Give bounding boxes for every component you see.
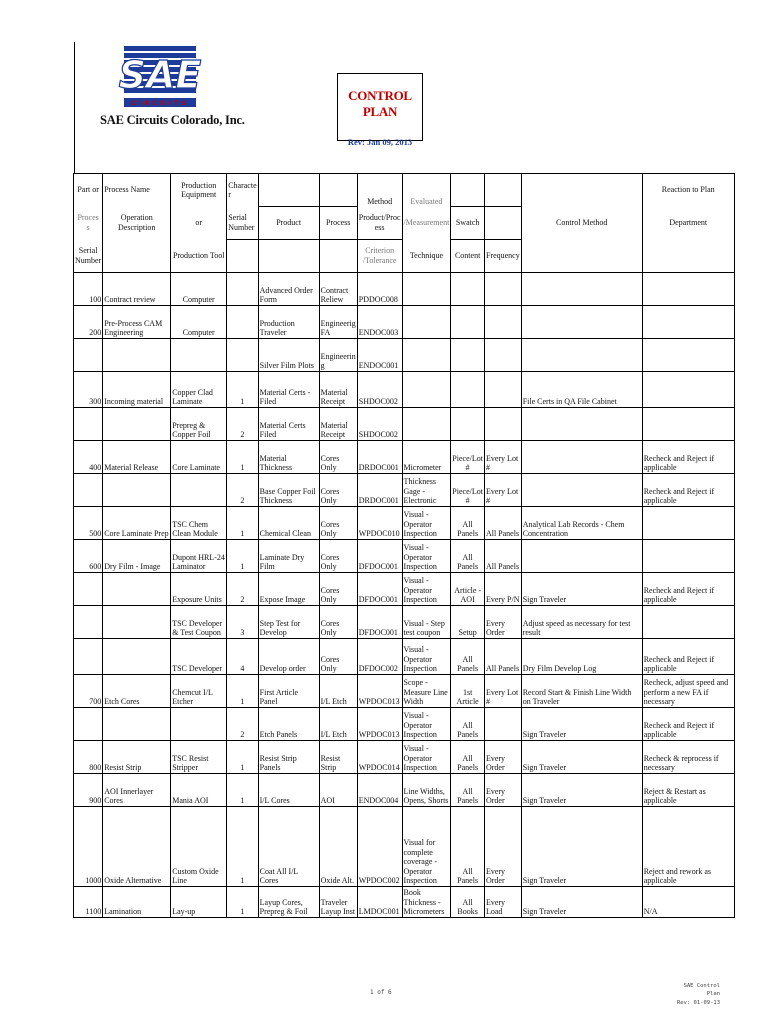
technique-cell: Thickness Gage - Electronic bbox=[402, 474, 451, 507]
criterion-cell: DFDOC001 bbox=[357, 606, 402, 639]
production-tool-cell: Core Laminate bbox=[171, 441, 227, 474]
criterion-cell: LMDOC001 bbox=[357, 887, 402, 918]
swatch-content-cell: All Panels bbox=[451, 708, 485, 741]
production-tool-cell: Custom Oxide Line bbox=[171, 807, 227, 887]
process-cell: Cores Only bbox=[319, 639, 357, 675]
process-name-cell: AOI Innerlayer Cores bbox=[103, 774, 171, 807]
control-method-cell bbox=[521, 273, 642, 306]
control-method-cell: Sign Traveler bbox=[521, 887, 642, 918]
frequency-cell: Every P/N bbox=[484, 573, 521, 606]
swatch-content-cell bbox=[451, 273, 485, 306]
header-cell: or bbox=[171, 207, 227, 240]
serial-number-cell bbox=[74, 573, 103, 606]
header-cell: Process bbox=[319, 207, 357, 240]
process-cell: Cores Only bbox=[319, 573, 357, 606]
reaction-plan-cell: Recheck and Reject if applicable bbox=[642, 474, 734, 507]
reaction-plan-cell: Reject & Restart as applicable bbox=[642, 774, 734, 807]
characteristic-number-cell bbox=[227, 339, 258, 372]
header-cell: Production Tool bbox=[171, 240, 227, 273]
process-name-cell: Pre-Process CAM Engineering bbox=[103, 306, 171, 339]
reaction-plan-cell bbox=[642, 507, 734, 540]
control-method-cell: Dry Film Develop Log bbox=[521, 639, 642, 675]
production-tool-cell: TSC Chem Clean Module bbox=[171, 507, 227, 540]
frequency-cell: Every Order bbox=[484, 774, 521, 807]
frequency-cell bbox=[484, 339, 521, 372]
reaction-plan-cell: N/A bbox=[642, 887, 734, 918]
header-cell: Product bbox=[258, 207, 319, 240]
control-method-cell bbox=[521, 474, 642, 507]
serial-number-cell bbox=[74, 339, 103, 372]
criterion-cell: WPDOC014 bbox=[357, 741, 402, 774]
characteristic-number-cell: 1 bbox=[227, 774, 258, 807]
reaction-plan-cell bbox=[642, 273, 734, 306]
product-cell: Resist Strip Panels bbox=[258, 741, 319, 774]
criterion-cell: PDDOC008 bbox=[357, 273, 402, 306]
frequency-cell bbox=[484, 372, 521, 408]
process-name-cell: Material Release bbox=[103, 441, 171, 474]
criterion-cell: SHDOC002 bbox=[357, 408, 402, 441]
serial-number-cell bbox=[74, 408, 103, 441]
serial-number-cell: 900 bbox=[74, 774, 103, 807]
header-cell: Production Equipment bbox=[171, 174, 227, 207]
table-row bbox=[74, 573, 735, 606]
criterion-cell: ENDOC003 bbox=[357, 306, 402, 339]
characteristic-number-cell: 4 bbox=[227, 639, 258, 675]
characteristic-number-cell: 1 bbox=[227, 675, 258, 708]
product-cell: Etch Panels bbox=[258, 708, 319, 741]
table-row bbox=[74, 441, 735, 474]
process-cell: Material Receipt bbox=[319, 408, 357, 441]
swatch-content-cell bbox=[451, 408, 485, 441]
left-margin-rule bbox=[74, 42, 75, 173]
characteristic-number-cell: 2 bbox=[227, 708, 258, 741]
table-row bbox=[74, 540, 735, 573]
criterion-cell: SHDOC002 bbox=[357, 372, 402, 408]
reaction-plan-cell: Recheck and Reject if applicable bbox=[642, 441, 734, 474]
header-cell: Product/Proc ess bbox=[357, 207, 402, 240]
serial-number-cell: 400 bbox=[74, 441, 103, 474]
process-name-cell: Lamination bbox=[103, 887, 171, 918]
header-cell: Control Method bbox=[521, 207, 642, 240]
process-cell: Cores Only bbox=[319, 474, 357, 507]
control-method-cell: Sign Traveler bbox=[521, 741, 642, 774]
criterion-cell: ENDOC004 bbox=[357, 774, 402, 807]
header-cell: Proces s bbox=[74, 207, 103, 240]
header-cell: Method bbox=[357, 174, 402, 207]
serial-number-cell bbox=[74, 474, 103, 507]
page-number: 1 of 6 bbox=[370, 989, 392, 996]
serial-number-cell: 1000 bbox=[74, 807, 103, 887]
technique-cell: Line Widths, Opens, Shorts bbox=[402, 774, 451, 807]
control-method-cell bbox=[521, 540, 642, 573]
process-name-cell bbox=[103, 474, 171, 507]
header-cell: Reaction to Plan bbox=[642, 174, 734, 207]
production-tool-cell bbox=[171, 708, 227, 741]
technique-cell bbox=[402, 408, 451, 441]
serial-number-cell: 1100 bbox=[74, 887, 103, 918]
production-tool-cell: Dupont HRL-24 Laminator bbox=[171, 540, 227, 573]
product-cell: I/L Cores bbox=[258, 774, 319, 807]
criterion-cell: WPDOC010 bbox=[357, 507, 402, 540]
process-name-cell bbox=[103, 339, 171, 372]
revision-date: Rev: Jan 09, 2013 bbox=[347, 137, 413, 147]
reaction-plan-cell bbox=[642, 339, 734, 372]
product-cell: Base Copper Foil Thickness bbox=[258, 474, 319, 507]
header-cell: Frequency bbox=[484, 240, 521, 273]
serial-number-cell bbox=[74, 606, 103, 639]
header-cell: Swatch bbox=[451, 207, 485, 240]
product-cell: Material Certs - Filed bbox=[258, 372, 319, 408]
criterion-cell: WPDOC002 bbox=[357, 807, 402, 887]
reaction-plan-cell: Recheck and Reject if applicable bbox=[642, 573, 734, 606]
production-tool-cell: Mania AOI bbox=[171, 774, 227, 807]
characteristic-number-cell: 1 bbox=[227, 372, 258, 408]
reaction-plan-cell: Recheck & reprocess if necessary bbox=[642, 741, 734, 774]
product-cell: Expose Image bbox=[258, 573, 319, 606]
process-cell: Material Receipt bbox=[319, 372, 357, 408]
product-cell: Silver Film Plots bbox=[258, 339, 319, 372]
process-name-cell: Dry Film - Image bbox=[103, 540, 171, 573]
technique-cell: Visual for complete coverage - Operator Inspection bbox=[402, 807, 451, 887]
production-tool-cell: TSC Developer & Test Coupon bbox=[171, 606, 227, 639]
table-row bbox=[74, 675, 735, 708]
production-tool-cell: Computer bbox=[171, 306, 227, 339]
production-tool-cell: TSC Resist Stripper bbox=[171, 741, 227, 774]
table-row bbox=[74, 741, 735, 774]
header-cell bbox=[103, 240, 171, 273]
technique-cell: Visual - Operator Inspection bbox=[402, 507, 451, 540]
technique-cell: Visual - Operator Inspection bbox=[402, 741, 451, 774]
frequency-cell: Every Order bbox=[484, 606, 521, 639]
control-method-cell: Sign Traveler bbox=[521, 774, 642, 807]
header-cell: Content bbox=[451, 240, 485, 273]
control-plan-table bbox=[73, 173, 735, 918]
swatch-content-cell: Piece/Lot # bbox=[451, 474, 485, 507]
process-cell: I/L Etch bbox=[319, 675, 357, 708]
table-row bbox=[74, 507, 735, 540]
serial-number-cell: 300 bbox=[74, 372, 103, 408]
header-cell: Department bbox=[642, 207, 734, 240]
process-name-cell bbox=[103, 573, 171, 606]
process-name-cell: Etch Cores bbox=[103, 675, 171, 708]
reaction-plan-cell bbox=[642, 408, 734, 441]
reaction-plan-cell: Recheck and Reject if applicable bbox=[642, 708, 734, 741]
process-name-cell: Contract review bbox=[103, 273, 171, 306]
table-row bbox=[74, 474, 735, 507]
production-tool-cell bbox=[171, 474, 227, 507]
control-method-cell: File Certs in QA File Cabinet bbox=[521, 372, 642, 408]
process-cell: Oxide Alt. bbox=[319, 807, 357, 887]
product-cell: Advanced Order Form bbox=[258, 273, 319, 306]
frequency-cell: All Panels bbox=[484, 639, 521, 675]
table-row bbox=[74, 639, 735, 675]
serial-number-cell: 200 bbox=[74, 306, 103, 339]
header-cell bbox=[258, 240, 319, 273]
header-cell bbox=[451, 174, 485, 207]
process-name-cell: Resist Strip bbox=[103, 741, 171, 774]
product-cell: Coat All I/L Cores bbox=[258, 807, 319, 887]
header-cell bbox=[319, 240, 357, 273]
table-row bbox=[74, 408, 735, 441]
table-body bbox=[74, 273, 735, 918]
frequency-cell bbox=[484, 708, 521, 741]
company-logo bbox=[118, 46, 202, 110]
serial-number-cell: 600 bbox=[74, 540, 103, 573]
header-cell: Technique bbox=[402, 240, 451, 273]
characteristic-number-cell: 1 bbox=[227, 441, 258, 474]
swatch-content-cell bbox=[451, 372, 485, 408]
technique-cell: Book Thickness - Micrometers bbox=[402, 887, 451, 918]
serial-number-cell bbox=[74, 708, 103, 741]
characteristic-number-cell bbox=[227, 306, 258, 339]
header-cell bbox=[484, 174, 521, 207]
frequency-cell: Every Lot # bbox=[484, 675, 521, 708]
process-name-cell bbox=[103, 606, 171, 639]
reaction-plan-cell bbox=[642, 306, 734, 339]
characteristic-number-cell: 1 bbox=[227, 507, 258, 540]
swatch-content-cell: All Books bbox=[451, 887, 485, 918]
table-row bbox=[74, 339, 735, 372]
process-name-cell bbox=[103, 408, 171, 441]
process-cell: Cores Only bbox=[319, 540, 357, 573]
table-header bbox=[74, 174, 735, 273]
serial-number-cell: 500 bbox=[74, 507, 103, 540]
criterion-cell: DFDOC002 bbox=[357, 639, 402, 675]
control-method-cell bbox=[521, 339, 642, 372]
criterion-cell: DFDOC001 bbox=[357, 573, 402, 606]
reaction-plan-cell: Reject and rework as applicable bbox=[642, 807, 734, 887]
frequency-cell: Every Lot # bbox=[484, 441, 521, 474]
title-box bbox=[337, 73, 423, 147]
technique-cell: Visual - Operator Inspection bbox=[402, 639, 451, 675]
header-cell bbox=[227, 240, 258, 273]
logo-lettering: SAE bbox=[118, 53, 202, 97]
header-cell: Operation Description bbox=[103, 207, 171, 240]
header-cell bbox=[258, 174, 319, 207]
characteristic-number-cell: 2 bbox=[227, 474, 258, 507]
reaction-plan-cell: Recheck, adjust speed and perform a new FA if necessary bbox=[642, 675, 734, 708]
frequency-cell: Every Order bbox=[484, 741, 521, 774]
swatch-content-cell: All Panels bbox=[451, 807, 485, 887]
product-cell: Layup Cores, Prepreg & Foil bbox=[258, 887, 319, 918]
table-row bbox=[74, 708, 735, 741]
production-tool-cell: Computer bbox=[171, 273, 227, 306]
process-cell: Engineerig FA bbox=[319, 306, 357, 339]
frequency-cell: All Panels bbox=[484, 507, 521, 540]
product-cell: Material Thickness bbox=[258, 441, 319, 474]
production-tool-cell: Chemcut I/L Etcher bbox=[171, 675, 227, 708]
serial-number-cell: 700 bbox=[74, 675, 103, 708]
technique-cell: Micrometer bbox=[402, 441, 451, 474]
product-cell: Material Certs Filed bbox=[258, 408, 319, 441]
characteristic-number-cell bbox=[227, 273, 258, 306]
swatch-content-cell bbox=[451, 339, 485, 372]
frequency-cell: Every Order bbox=[484, 807, 521, 887]
production-tool-cell: Prepreg & Copper Foil bbox=[171, 408, 227, 441]
process-name-cell bbox=[103, 708, 171, 741]
characteristic-number-cell: 3 bbox=[227, 606, 258, 639]
process-cell: Cores Only bbox=[319, 507, 357, 540]
process-name-cell bbox=[103, 639, 171, 675]
technique-cell bbox=[402, 339, 451, 372]
criterion-cell: DFDOC001 bbox=[357, 540, 402, 573]
table-row bbox=[74, 273, 735, 306]
criterion-cell: DRDOC001 bbox=[357, 474, 402, 507]
criterion-cell: DRDOC001 bbox=[357, 441, 402, 474]
process-cell: I/L Etch bbox=[319, 708, 357, 741]
process-cell: Contract Reliew bbox=[319, 273, 357, 306]
characteristic-number-cell: 1 bbox=[227, 807, 258, 887]
technique-cell bbox=[402, 372, 451, 408]
characteristic-number-cell: 1 bbox=[227, 741, 258, 774]
header-cell: Serial Number bbox=[227, 207, 258, 240]
swatch-content-cell: All Panels bbox=[451, 507, 485, 540]
production-tool-cell: Copper Clad Laminate bbox=[171, 372, 227, 408]
production-tool-cell: TSC Developer bbox=[171, 639, 227, 675]
process-cell: Cores Only bbox=[319, 606, 357, 639]
criterion-cell: WPDOC013 bbox=[357, 708, 402, 741]
swatch-content-cell: Article - AOI bbox=[451, 573, 485, 606]
control-method-cell: Sign Traveler bbox=[521, 807, 642, 887]
technique-cell: Visual - Operator Inspection bbox=[402, 708, 451, 741]
characteristic-number-cell: 2 bbox=[227, 408, 258, 441]
table-row bbox=[74, 606, 735, 639]
table-row bbox=[74, 774, 735, 807]
control-method-cell bbox=[521, 441, 642, 474]
characteristic-number-cell: 1 bbox=[227, 887, 258, 918]
reaction-plan-cell bbox=[642, 372, 734, 408]
process-cell: Resist Strip bbox=[319, 741, 357, 774]
footer-doc-info bbox=[670, 982, 720, 1007]
header-cell: /Measurement bbox=[402, 207, 451, 240]
frequency-cell bbox=[484, 408, 521, 441]
table-row bbox=[74, 887, 735, 918]
process-name-cell: Core Laminate Prep bbox=[103, 507, 171, 540]
process-name-cell: Incoming material bbox=[103, 372, 171, 408]
table-row bbox=[74, 372, 735, 408]
product-cell: Chemical Clean bbox=[258, 507, 319, 540]
frequency-cell bbox=[484, 273, 521, 306]
header-cell bbox=[521, 174, 642, 207]
swatch-content-cell: All Panels bbox=[451, 639, 485, 675]
product-cell: Develop order bbox=[258, 639, 319, 675]
characteristic-number-cell: 1 bbox=[227, 540, 258, 573]
swatch-content-cell: Setup bbox=[451, 606, 485, 639]
technique-cell: Visual - Operator Inspection bbox=[402, 573, 451, 606]
technique-cell bbox=[402, 306, 451, 339]
control-method-cell: Analytical Lab Records - Chem Concentration bbox=[521, 507, 642, 540]
criterion-cell: ENDOC001 bbox=[357, 339, 402, 372]
frequency-cell: Every Lot # bbox=[484, 474, 521, 507]
criterion-cell: WPDOC013 bbox=[357, 675, 402, 708]
serial-number-cell bbox=[74, 639, 103, 675]
header-cell bbox=[642, 240, 734, 273]
process-cell: AOI bbox=[319, 774, 357, 807]
swatch-content-cell: Piece/Lot # bbox=[451, 441, 485, 474]
technique-cell: Visual - Operator Inspection bbox=[402, 540, 451, 573]
technique-cell: Scope - Measure Line Width bbox=[402, 675, 451, 708]
frequency-cell: All Panels bbox=[484, 540, 521, 573]
company-name: SAE Circuits Colorado, Inc. bbox=[100, 113, 245, 127]
serial-number-cell: 800 bbox=[74, 741, 103, 774]
control-method-cell bbox=[521, 306, 642, 339]
header-cell: Serial Number bbox=[74, 240, 103, 273]
product-cell: Production Traveler bbox=[258, 306, 319, 339]
frequency-cell: Every Load bbox=[484, 887, 521, 918]
swatch-content-cell bbox=[451, 306, 485, 339]
production-tool-cell: Lay-up bbox=[171, 887, 227, 918]
table-row bbox=[74, 807, 735, 887]
swatch-content-cell: All Panels bbox=[451, 741, 485, 774]
header-cell: Part or bbox=[74, 174, 103, 207]
production-tool-cell: Exposure Units bbox=[171, 573, 227, 606]
control-method-cell: Sign Traveler bbox=[521, 708, 642, 741]
process-cell: Traveler Layup Inst bbox=[319, 887, 357, 918]
header-cell: Criterion /Tolerance bbox=[357, 240, 402, 273]
process-cell: Engineerin g bbox=[319, 339, 357, 372]
reaction-plan-cell bbox=[642, 540, 734, 573]
reaction-plan-cell bbox=[642, 606, 734, 639]
reaction-plan-cell: Recheck and Reject if applicable bbox=[642, 639, 734, 675]
characteristic-number-cell: 2 bbox=[227, 573, 258, 606]
technique-cell: Visual - Step test coupon bbox=[402, 606, 451, 639]
frequency-cell bbox=[484, 306, 521, 339]
footer-doc-name: SAE Control Plan bbox=[683, 983, 720, 998]
product-cell: First Article Panel bbox=[258, 675, 319, 708]
product-cell: Laminate Dry Film bbox=[258, 540, 319, 573]
table-row bbox=[74, 306, 735, 339]
process-cell: Cores Only bbox=[319, 441, 357, 474]
swatch-content-cell: All Panels bbox=[451, 540, 485, 573]
control-method-cell: Record Start & Finish Line Width on Traveler bbox=[521, 675, 642, 708]
header-cell: Characte r bbox=[227, 174, 258, 207]
control-method-cell: Sign Traveler bbox=[521, 573, 642, 606]
technique-cell bbox=[402, 273, 451, 306]
control-method-cell: Adjust speed as necessary for test result bbox=[521, 606, 642, 639]
header-cell: Evaluated bbox=[402, 174, 451, 207]
process-name-cell: Oxide Alternative bbox=[103, 807, 171, 887]
swatch-content-cell: 1st Article bbox=[451, 675, 485, 708]
document-title: CONTROL PLAN bbox=[348, 88, 412, 119]
production-tool-cell bbox=[171, 339, 227, 372]
swatch-content-cell: All Panels bbox=[451, 774, 485, 807]
product-cell: Step Test for Develop bbox=[258, 606, 319, 639]
serial-number-cell: 100 bbox=[74, 273, 103, 306]
header-cell bbox=[319, 174, 357, 207]
control-method-cell bbox=[521, 408, 642, 441]
header-cell bbox=[521, 240, 642, 273]
header-cell: Process Name bbox=[103, 174, 171, 207]
logo-subtext: CIRCUITS bbox=[131, 99, 189, 107]
header-cell bbox=[484, 207, 521, 240]
footer-doc-rev: Rev: 01-09-13 bbox=[676, 999, 720, 1006]
